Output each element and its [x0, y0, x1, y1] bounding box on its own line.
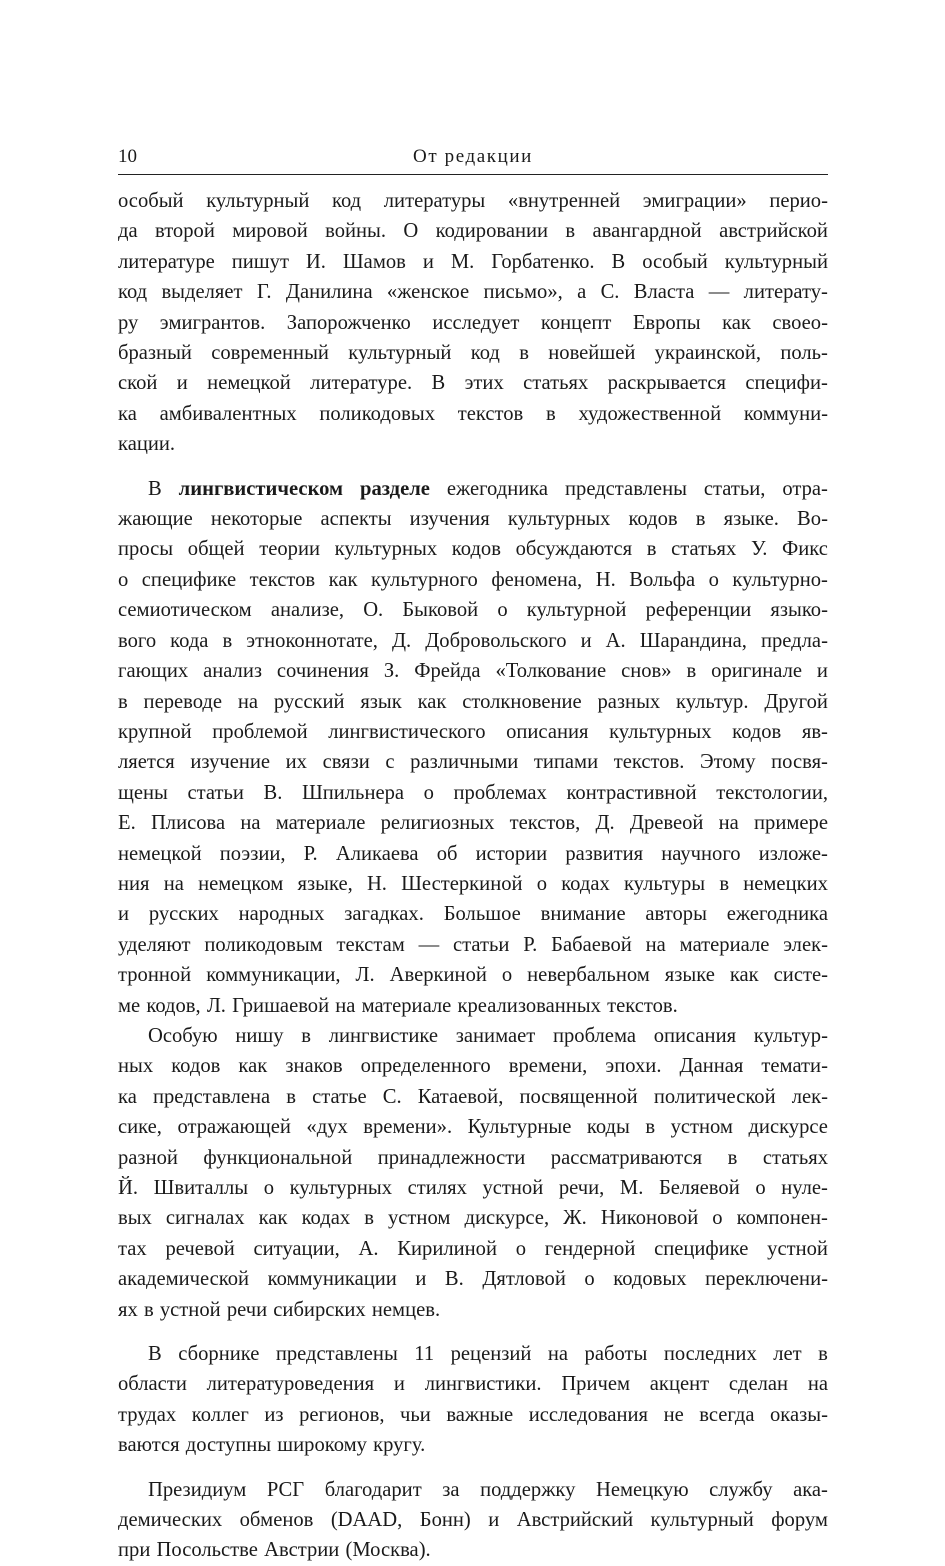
paragraph	[118, 186, 828, 460]
text-line: вых сигналах как кодах в устном дискурсе, Ж. Никоновой о компонен-	[118, 1207, 828, 1230]
text-line: сике, отражающей «дух времени». Культурные коды в устном дискурсе	[118, 1116, 828, 1139]
text-line: гающих анализ сочинения З. Фрейда «Толкование снов» в оригинале и	[118, 660, 828, 683]
text-line: жающие некоторые аспекты изучения культурных кодов в языке. Во-	[118, 508, 828, 531]
text-line: ляется изучение их связи с различными типами текстов. Этому посвя-	[118, 751, 828, 774]
text-line: В сборнике представлены 11 рецензий на работы последних лет в	[148, 1343, 828, 1366]
text-line: академической коммуникации и В. Дятловой о кодовых переключени-	[118, 1268, 828, 1291]
text-line: крупной проблемой лингвистического описания культурных кодов яв-	[118, 720, 828, 743]
text-line: ях в устной речи сибирских немцев.	[118, 1298, 441, 1321]
text-line: уделяют поликодовым текстам — статьи Р. Бабаевой на материале элек-	[118, 933, 828, 956]
text-line: щены статьи В. Шпильнера о проблемах контрастивной текстологии,	[118, 781, 828, 804]
text-line: просы общей теории культурных кодов обсуждаются в статьях У. Фикс	[118, 538, 828, 561]
text-line: код выделяет Г. Данилина «женское письмо», а С. Власта — литерату-	[118, 281, 828, 304]
text-line: тах речевой ситуации, А. Кирилиной о гендерной специфике устной	[118, 1237, 828, 1260]
paragraph	[118, 1339, 828, 1461]
paragraph	[118, 1021, 828, 1325]
running-head	[118, 140, 828, 175]
text-line: немецкой поэзии, Р. Аликаева об истории развития научного изложе-	[118, 842, 828, 865]
book-page	[118, 140, 828, 1566]
text-line: и русских народных загадках. Большое внимание авторы ежегодника	[118, 903, 828, 926]
text-line: Й. Швиталлы о культурных стилях устной речи, М. Беляевой о нуле-	[118, 1177, 828, 1199]
paragraph-gap	[118, 1325, 828, 1339]
paragraph-gap	[118, 1461, 828, 1475]
text-line: да второй мировой войны. О кодировании в авангардной австрийской	[118, 220, 828, 243]
text-line: ской и немецкой литературе. В этих статьях раскрывается специфи-	[118, 372, 828, 395]
paragraph	[118, 1475, 828, 1566]
text-line: литературе пишут И. Шамов и М. Горбатенко. В особый культурный	[118, 250, 828, 273]
text-line: вого кода в этноконнотате, Д. Добровольского и А. Шарандина, предла-	[118, 629, 828, 652]
text-line: ру эмигрантов. Запорожченко исследует концепт Европы как своео-	[118, 311, 828, 334]
text-line: Е. Плисова на материале религиозных текстов, Д. Древеой на примере	[118, 812, 828, 835]
text-line: Президиум РСГ благодарит за поддержку Немецкую службу ака-	[148, 1478, 828, 1501]
paragraph	[118, 474, 828, 1021]
text-line: ваются доступны широкому кругу.	[118, 1434, 426, 1457]
page-number: 10	[118, 146, 137, 167]
text-line: Особую нишу в лингвистике занимает проблема описания культур-	[148, 1024, 828, 1047]
text-line: в переводе на русский язык как столкновение разных культур. Другой	[118, 690, 828, 713]
text-line: особый культурный код литературы «внутренней эмиграции» перио-	[118, 190, 828, 212]
text-line: бразный современный культурный код в новейшей украинской, поль-	[118, 342, 828, 365]
text-line: демических обменов (DAAD, Бонн) и Австрийский культурный форум	[118, 1509, 828, 1532]
text-line: ния на немецком языке, Н. Шестеркиной о кодах культуры в немецких	[118, 872, 828, 895]
paragraph-gap	[118, 460, 828, 474]
text-line: при Посольстве Австрии (Москва).	[118, 1539, 431, 1562]
text-line: В лингвистическом разделе ежегодника представлены статьи, отра-	[148, 477, 828, 500]
section-title: От редакции	[413, 146, 533, 167]
text-line: области литературоведения и лингвистики. Причем акцент сделан на	[118, 1373, 828, 1396]
text-line: ка амбивалентных поликодовых текстов в художественной коммуни-	[118, 402, 828, 425]
text-line: тронной коммуникации, Л. Аверкиной о невербальном языке как систе-	[118, 964, 828, 987]
body-text	[118, 186, 828, 1566]
text-line: о специфике текстов как культурного феномена, Н. Вольфа о культурно-	[118, 568, 828, 591]
text-line: ме кодов, Л. Гришаевой на материале креализованных текстов.	[118, 994, 678, 1017]
text-line: семиотическом анализе, О. Быковой о культурной референции языко-	[118, 599, 828, 622]
text-line: ка представлена в статье С. Катаевой, посвященной политической лек-	[118, 1085, 828, 1108]
text-line: трудах коллег из регионов, чьи важные исследования не всегда оказы-	[118, 1403, 828, 1426]
text-line: кации.	[118, 433, 176, 456]
text-line: разной функциональной принадлежности рассматриваются в статьях	[118, 1146, 828, 1169]
text-line: ных кодов как знаков определенного времени, эпохи. Данная темати-	[118, 1055, 828, 1078]
